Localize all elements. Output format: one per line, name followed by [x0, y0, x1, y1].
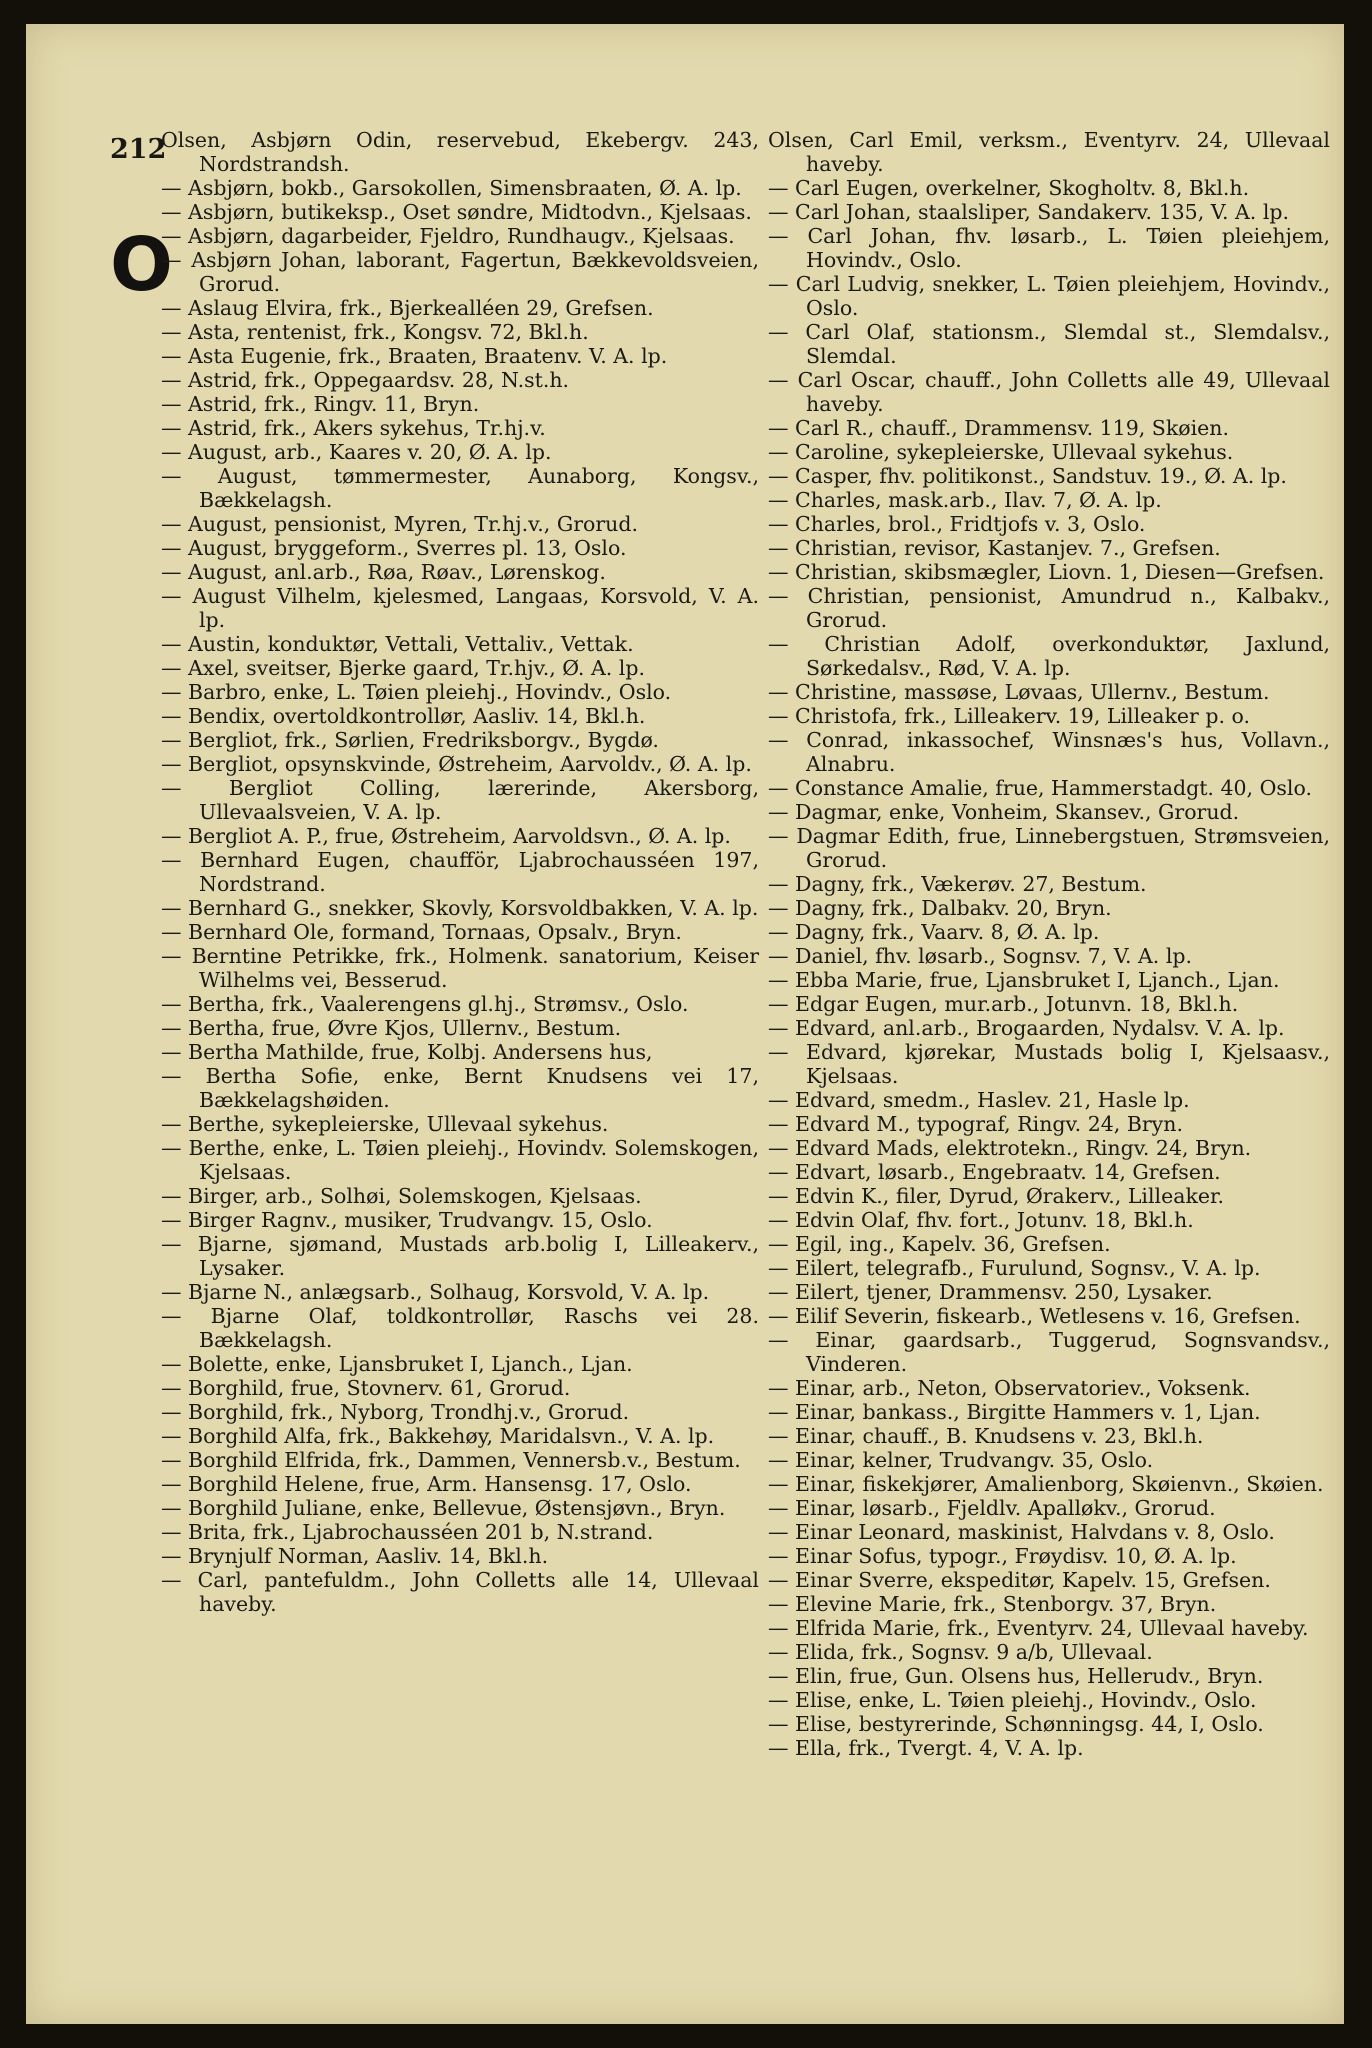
- directory-entry: — Astrid, frk., Akers sykehus, Tr.hj.v.: [161, 416, 546, 440]
- directory-entry: — Birger, arb., Solhøi, Solemskogen, Kjelsaas.: [161, 1184, 642, 1208]
- directory-entry: — August, tømmermester, Aunaborg, Kongsv., Bækkelagsh.: [161, 464, 759, 512]
- directory-entry: — Bergliot Colling, lærerinde, Akersborg, Ullevaalsveien, V. A. lp.: [161, 776, 759, 824]
- directory-entry: — Bjarne, sjømand, Mustads arb.bolig I, Lilleakerv., Lysaker.: [161, 1232, 759, 1280]
- page-number: 212: [110, 134, 167, 165]
- directory-entry: — Dagny, frk., Vaarv. 8, Ø. A. lp.: [768, 920, 1100, 944]
- directory-entry: — Austin, konduktør, Vettali, Vettaliv., Vettak.: [161, 632, 634, 656]
- directory-entry: — Carl Johan, staalsliper, Sandakerv. 135, V. A. lp.: [768, 200, 1290, 224]
- directory-entry: — Elida, frk., Sognsv. 9 a/b, Ullevaal.: [768, 1640, 1153, 1664]
- directory-entry: — Bjarne N., anlægsarb., Solhaug, Korsvold, V. A. lp.: [161, 1280, 710, 1304]
- directory-entry: — Bernhard Ole, formand, Tornaas, Opsalv., Bryn.: [161, 920, 682, 944]
- directory-entry: — Bendix, overtoldkontrollør, Aasliv. 14, Bkl.h.: [161, 704, 646, 728]
- directory-entry: — Bertha, frk., Vaalerengens gl.hj., Strømsv., Oslo.: [161, 992, 689, 1016]
- directory-entry: — Eilert, telegrafb., Furulund, Sognsv., V. A. lp.: [768, 1256, 1261, 1280]
- directory-entry: — Einar, chauff., B. Knudsens v. 23, Bkl.h.: [768, 1424, 1204, 1448]
- directory-entry: — Asta, rentenist, frk., Kongsv. 72, Bkl.h.: [161, 320, 589, 344]
- directory-entry: — Berthe, sykepleierske, Ullevaal sykehus.: [161, 1112, 609, 1136]
- directory-entry: — Aslaug Elvira, frk., Bjerkealléen 29, Grefsen.: [161, 296, 654, 320]
- directory-entry: — Charles, mask.arb., Ilav. 7, Ø. A. lp.: [768, 488, 1162, 512]
- directory-entry: — Einar, bankass., Birgitte Hammers v. 1, Ljan.: [768, 1400, 1261, 1424]
- directory-entry: — Carl Eugen, overkelner, Skogholtv. 8, Bkl.h.: [768, 176, 1250, 200]
- directory-entry: — Bertha, frue, Øvre Kjos, Ullernv., Bestum.: [161, 1016, 622, 1040]
- directory-entry: — Eilert, tjener, Drammensv. 250, Lysaker.: [768, 1280, 1213, 1304]
- directory-entry: — Borghild Juliane, enke, Bellevue, Østensjøvn., Bryn.: [161, 1496, 726, 1520]
- directory-entry: — Birger Ragnv., musiker, Trudvangv. 15, Oslo.: [161, 1208, 653, 1232]
- directory-entry: — Asbjørn Johan, laborant, Fagertun, Bækkevoldsveien, Grorud.: [161, 248, 759, 296]
- directory-entry: — August, arb., Kaares v. 20, Ø. A. lp.: [161, 440, 552, 464]
- directory-entry: — Edvin K., filer, Dyrud, Ørakerv., Lilleaker.: [768, 1184, 1225, 1208]
- directory-entry: — Brita, frk., Ljabrochausséen 201 b, N.strand.: [161, 1520, 654, 1544]
- directory-entry: — Carl Oscar, chauff., John Colletts alle 49, Ullevaal haveby.: [768, 368, 1330, 416]
- directory-entry: — Bergliot, opsynskvinde, Østreheim, Aarvoldv., Ø. A. lp.: [161, 752, 752, 776]
- directory-entry: — Carl, pantefuldm., John Colletts alle 14, Ullevaal haveby.: [161, 1568, 759, 1616]
- directory-entry: — Christine, massøse, Løvaas, Ullernv., Bestum.: [768, 680, 1270, 704]
- directory-entry: — August Vilhelm, kjelesmed, Langaas, Korsvold, V. A. lp.: [161, 584, 759, 632]
- directory-entry: — Elin, frue, Gun. Olsens hus, Hellerudv., Bryn.: [768, 1664, 1264, 1688]
- directory-entry: — Ebba Marie, frue, Ljansbruket I, Ljanch., Ljan.: [768, 968, 1280, 992]
- directory-entry: — Einar, arb., Neton, Observatoriev., Voksenk.: [768, 1376, 1251, 1400]
- directory-entry: — Axel, sveitser, Bjerke gaard, Tr.hjv., Ø. A. lp.: [161, 656, 645, 680]
- directory-entry: — Brynjulf Norman, Aasliv. 14, Bkl.h.: [161, 1544, 549, 1568]
- directory-entry: — Borghild Alfa, frk., Bakkehøy, Maridalsvn., V. A. lp.: [161, 1424, 715, 1448]
- directory-entry: — Elfrida Marie, frk., Eventyrv. 24, Ullevaal haveby.: [768, 1616, 1309, 1640]
- directory-entry: — Carl Ludvig, snekker, L. Tøien pleiehjem, Hovindv., Oslo.: [768, 272, 1330, 320]
- directory-entry: — Borghild, frue, Stovnerv. 61, Grorud.: [161, 1376, 571, 1400]
- directory-entry: Olsen, Asbjørn Odin, reservebud, Ekebergv. 243, Nordstrandsh.: [161, 128, 759, 176]
- directory-entry: — Dagny, frk., Vækerøv. 27, Bestum.: [768, 872, 1147, 896]
- directory-entry: — Einar, løsarb., Fjeldlv. Apalløkv., Grorud.: [768, 1496, 1216, 1520]
- directory-entry: — Casper, fhv. politikonst., Sandstuv. 19., Ø. A. lp.: [768, 464, 1287, 488]
- directory-entry: — Christofa, frk., Lilleakerv. 19, Lilleaker p. o.: [768, 704, 1251, 728]
- directory-entry: — Caroline, sykepleierske, Ullevaal sykehus.: [768, 440, 1234, 464]
- directory-entry: — August, pensionist, Myren, Tr.hj.v., Grorud.: [161, 512, 638, 536]
- directory-entry: — Einar Sofus, typogr., Frøydisv. 10, Ø. A. lp.: [768, 1544, 1237, 1568]
- directory-entry: — Dagny, frk., Dalbakv. 20, Bryn.: [768, 896, 1112, 920]
- directory-entry: — Christian, revisor, Kastanjev. 7., Grefsen.: [768, 536, 1221, 560]
- directory-entry: — Edvard, smedm., Haslev. 21, Hasle lp.: [768, 1088, 1190, 1112]
- directory-entry: — Charles, brol., Fridtjofs v. 3, Oslo.: [768, 512, 1146, 536]
- directory-entry: — Christian Adolf, overkonduktør, Jaxlund, Sørkedalsv., Rød, V. A. lp.: [768, 632, 1330, 680]
- directory-entry: — August, bryggeform., Sverres pl. 13, Oslo.: [161, 536, 627, 560]
- directory-entry: — Conrad, inkassochef, Winsnæs's hus, Vollavn., Alnabru.: [768, 728, 1330, 776]
- directory-entry: — Asta Eugenie, frk., Braaten, Braatenv. V. A. lp.: [161, 344, 668, 368]
- directory-entry: — Bolette, enke, Ljansbruket I, Ljanch., Ljan.: [161, 1352, 633, 1376]
- directory-entry: — Elise, bestyrerinde, Schønningsg. 44, I, Oslo.: [768, 1712, 1264, 1736]
- directory-entry: — Edgar Eugen, mur.arb., Jotunvn. 18, Bkl.h.: [768, 992, 1239, 1016]
- directory-entry: — Einar Leonard, maskinist, Halvdans v. 8, Oslo.: [768, 1520, 1275, 1544]
- directory-entry: — Bjarne Olaf, toldkontrollør, Raschs vei 28. Bækkelagsh.: [161, 1304, 759, 1352]
- directory-entry: — Bergliot A. P., frue, Østreheim, Aarvoldsvn., Ø. A. lp.: [161, 824, 731, 848]
- section-letter: O: [110, 222, 173, 308]
- directory-entry: — Edvard Mads, elektrotekn., Ringv. 24, Bryn.: [768, 1136, 1252, 1160]
- directory-page: [26, 24, 1344, 2024]
- directory-entry: — August, anl.arb., Røa, Røav., Lørenskog.: [161, 560, 606, 584]
- directory-entry: — Christian, skibsmægler, Liovn. 1, Diesen—Grefsen.: [768, 560, 1325, 584]
- directory-entry: — Bergliot, frk., Sørlien, Fredriksborgv., Bygdø.: [161, 728, 659, 752]
- directory-entry: — Edvard, anl.arb., Brogaarden, Nydalsv. V. A. lp.: [768, 1016, 1285, 1040]
- directory-entry: Olsen, Carl Emil, verksm., Eventyrv. 24, Ullevaal haveby.: [768, 128, 1330, 176]
- directory-entry: — Dagmar Edith, frue, Linnebergstuen, Strømsveien, Grorud.: [768, 824, 1330, 872]
- directory-entry: — Ella, frk., Tvergt. 4, V. A. lp.: [768, 1736, 1084, 1760]
- directory-entry: — Berntine Petrikke, frk., Holmenk. sanatorium, Keiser Wilhelms vei, Besserud.: [161, 944, 759, 992]
- directory-entry: — Dagmar, enke, Vonheim, Skansev., Grorud.: [768, 800, 1240, 824]
- directory-entry: — Edvard M., typograf, Ringv. 24, Bryn.: [768, 1112, 1183, 1136]
- directory-entry: — Borghild Helene, frue, Arm. Hansensg. 17, Oslo.: [161, 1472, 692, 1496]
- directory-entry: — Bernhard Eugen, chaufför, Ljabrochausséen 197, Nordstrand.: [161, 848, 759, 896]
- directory-entry: — Edvard, kjørekar, Mustads bolig I, Kjelsaasv., Kjelsaas.: [768, 1040, 1330, 1088]
- directory-entry: — Astrid, frk., Oppegaardsv. 28, N.st.h.: [161, 368, 570, 392]
- directory-entry: — Daniel, fhv. løsarb., Sognsv. 7, V. A. lp.: [768, 944, 1193, 968]
- directory-entry: — Carl Olaf, stationsm., Slemdal st., Slemdalsv., Slemdal.: [768, 320, 1330, 368]
- directory-entry: — Berthe, enke, L. Tøien pleiehj., Hovindv. Solemskogen, Kjelsaas.: [161, 1136, 759, 1184]
- directory-entry: — Bertha Mathilde, frue, Kolbj. Andersens hus,: [161, 1040, 653, 1064]
- directory-entry: — Einar Sverre, ekspeditør, Kapelv. 15, Grefsen.: [768, 1568, 1271, 1592]
- directory-entry: — Carl Johan, fhv. løsarb., L. Tøien pleiehjem, Hovindv., Oslo.: [768, 224, 1330, 272]
- directory-entry: — Astrid, frk., Ringv. 11, Bryn.: [161, 392, 480, 416]
- directory-entry: — Einar, gaardsarb., Tuggerud, Sognsvandsv., Vinderen.: [768, 1328, 1330, 1376]
- directory-entry: — Constance Amalie, frue, Hammerstadgt. 40, Oslo.: [768, 776, 1312, 800]
- directory-entry: — Eilif Severin, fiskearb., Wetlesens v. 16, Grefsen.: [768, 1304, 1301, 1328]
- directory-entry: — Asbjørn, dagarbeider, Fjeldro, Rundhaugv., Kjelsaas.: [161, 224, 735, 248]
- directory-entry: — Carl R., chauff., Drammensv. 119, Skøien.: [768, 416, 1230, 440]
- directory-entry: — Barbro, enke, L. Tøien pleiehj., Hovindv., Oslo.: [161, 680, 672, 704]
- directory-entry: — Bertha Sofie, enke, Bernt Knudsens vei 17, Bækkelagshøiden.: [161, 1064, 759, 1112]
- directory-entry: — Einar, fiskekjører, Amalienborg, Skøienvn., Skøien.: [768, 1472, 1324, 1496]
- directory-entry: — Edvart, løsarb., Engebraatv. 14, Grefsen.: [768, 1160, 1221, 1184]
- left-column: [161, 128, 759, 1616]
- directory-entry: — Einar, kelner, Trudvangv. 35, Oslo.: [768, 1448, 1154, 1472]
- directory-entry: — Borghild, frk., Nyborg, Trondhj.v., Grorud.: [161, 1400, 630, 1424]
- directory-entry: — Elise, enke, L. Tøien pleiehj., Hovindv., Oslo.: [768, 1688, 1257, 1712]
- directory-entry: — Bernhard G., snekker, Skovly, Korsvoldbakken, V. A. lp.: [161, 896, 759, 920]
- right-column: [768, 128, 1330, 1760]
- directory-entry: — Christian, pensionist, Amundrud n., Kalbakv., Grorud.: [768, 584, 1330, 632]
- directory-entry: — Edvin Olaf, fhv. fort., Jotunv. 18, Bkl.h.: [768, 1208, 1194, 1232]
- directory-entry: — Borghild Elfrida, frk., Dammen, Vennersb.v., Bestum.: [161, 1448, 741, 1472]
- directory-entry: — Elevine Marie, frk., Stenborgv. 37, Bryn.: [768, 1592, 1217, 1616]
- directory-entry: — Egil, ing., Kapelv. 36, Grefsen.: [768, 1232, 1111, 1256]
- directory-entry: — Asbjørn, butikeksp., Oset søndre, Midtodvn., Kjelsaas.: [161, 200, 752, 224]
- directory-entry: — Asbjørn, bokb., Garsokollen, Simensbraaten, Ø. A. lp.: [161, 176, 742, 200]
